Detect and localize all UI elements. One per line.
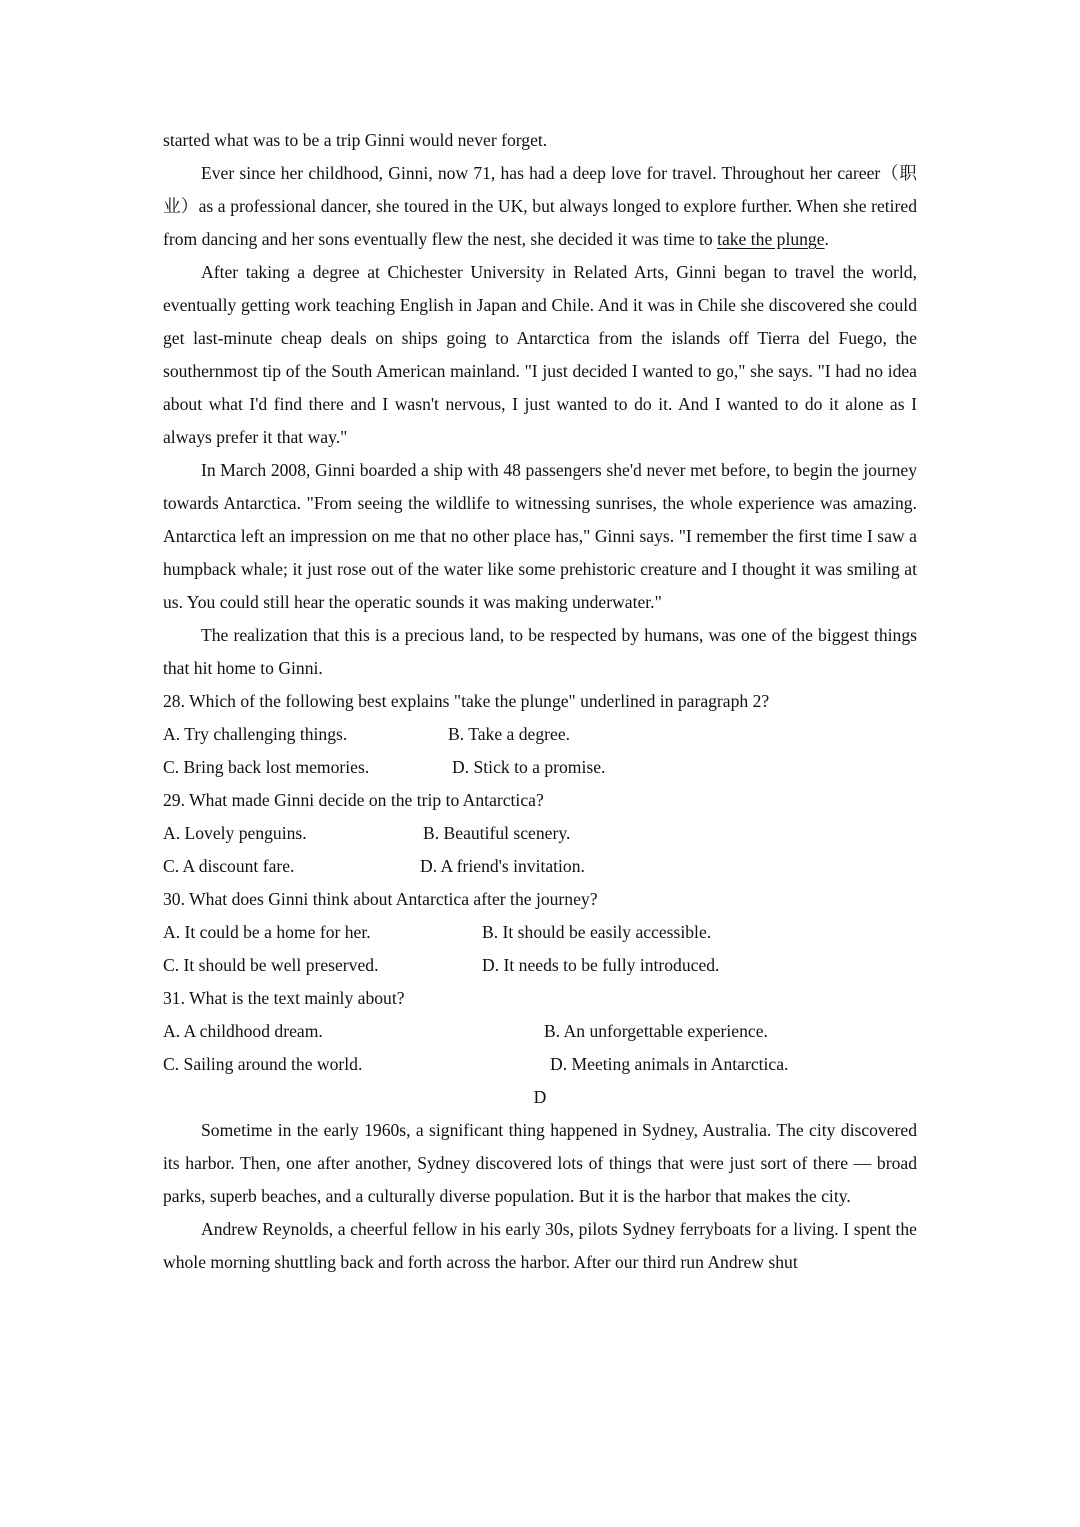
paragraph-1-text: Ever since her childhood, Ginni, now 71, has had a deep love for travel. Throughout her career（职业）as a professional dancer, she toured in the UK, but always longed to explore further. When she retired from dancing and her sons eventually flew the nest, she decided it was time to	[163, 163, 917, 249]
question-28-stem: 28. Which of the following best explains "take the plunge" underlined in paragraph 2?	[163, 691, 770, 711]
passage-c-paragraph-3: In March 2008, Ginni boarded a ship with 48 passengers she'd never met before, to begin the journey towards Antarctica. "From seeing the wildlife to witnessing sunrises, the whole experience was amazing. Antarctica left an impression on me that no other place has," Ginni says. "I remember the first time I saw a humpback whale; it just rose out of the water like some prehistoric creature and I thought it was smiling at us. You could still hear the operatic sounds it was making underwater."	[163, 460, 917, 612]
passage-d-paragraph-2: Andrew Reynolds, a cheerful fellow in his early 30s, pilots Sydney ferryboats for a living. I spent the whole morning shuttling back and forth across the harbor. After our third run Andrew shut	[163, 1219, 917, 1272]
question-29-option-c[interactable]: C. A discount fare.	[163, 856, 295, 876]
question-31-option-a[interactable]: A. A childhood dream.	[163, 1021, 323, 1041]
question-29-option-d[interactable]: D. A friend's invitation.	[420, 856, 585, 876]
question-31-option-b[interactable]: B. An unforgettable experience.	[544, 1021, 768, 1041]
question-30-option-c[interactable]: C. It should be well preserved.	[163, 955, 379, 975]
question-29-option-a[interactable]: A. Lovely penguins.	[163, 823, 307, 843]
question-31-options-row-2	[163, 1048, 917, 1081]
question-28-options-row-2	[163, 751, 917, 784]
question-28-options-row-1	[163, 718, 917, 751]
question-31-option-d[interactable]: D. Meeting animals in Antarctica.	[550, 1054, 789, 1074]
question-30-options-row-1	[163, 916, 917, 949]
question-29-options-row-2	[163, 850, 917, 883]
question-30-stem: 30. What does Ginni think about Antarctica after the journey?	[163, 889, 598, 909]
question-31-stem: 31. What is the text mainly about?	[163, 988, 405, 1008]
question-30-options-row-2	[163, 949, 917, 982]
question-30-option-a[interactable]: A. It could be a home for her.	[163, 922, 371, 942]
question-31-options-row-1	[163, 1015, 917, 1048]
passage-c-paragraph-1	[163, 157, 917, 256]
question-30-option-b[interactable]: B. It should be easily accessible.	[482, 922, 712, 942]
question-30-option-d[interactable]: D. It needs to be fully introduced.	[482, 955, 720, 975]
question-28-option-b[interactable]: B. Take a degree.	[448, 724, 571, 744]
question-28-option-d[interactable]: D. Stick to a promise.	[452, 757, 606, 777]
passage-c-paragraph-4: The realization that this is a precious land, to be respected by humans, was one of the biggest things that hit home to Ginni.	[163, 625, 917, 678]
underlined-phrase: take the plunge	[717, 229, 825, 249]
section-d-title: D	[533, 1087, 547, 1107]
exam-page	[163, 124, 917, 1279]
question-29-options-row-1	[163, 817, 917, 850]
passage-c-paragraph-0: started what was to be a trip Ginni would never forget.	[163, 130, 548, 150]
question-28-option-a[interactable]: A. Try challenging things.	[163, 724, 348, 744]
question-29-stem: 29. What made Ginni decide on the trip to Antarctica?	[163, 790, 544, 810]
question-29-option-b[interactable]: B. Beautiful scenery.	[423, 823, 571, 843]
question-31-option-c[interactable]: C. Sailing around the world.	[163, 1054, 363, 1074]
passage-d-paragraph-1: Sometime in the early 1960s, a significant thing happened in Sydney, Australia. The city discovered its harbor. Then, one after another, Sydney discovered lots of things that were just sort of there — broad parks, superb beaches, and a culturally diverse population. But it is the harbor that makes the city.	[163, 1120, 917, 1206]
passage-c-paragraph-2: After taking a degree at Chichester University in Related Arts, Ginni began to travel the world, eventually getting work teaching English in Japan and Chile. And it was in Chile she discovered she could get last-minute cheap deals on ships going to Antarctica from the islands off Tierra del Fuego, the southernmost tip of the South American mainland. "I just decided I wanted to go," she says. "I had no idea about what I'd find there and I wasn't nervous, I just wanted to do it. And I wanted to do it alone as I always prefer it that way."	[163, 262, 917, 447]
question-28-option-c[interactable]: C. Bring back lost memories.	[163, 757, 370, 777]
paragraph-1-end: .	[824, 229, 829, 249]
